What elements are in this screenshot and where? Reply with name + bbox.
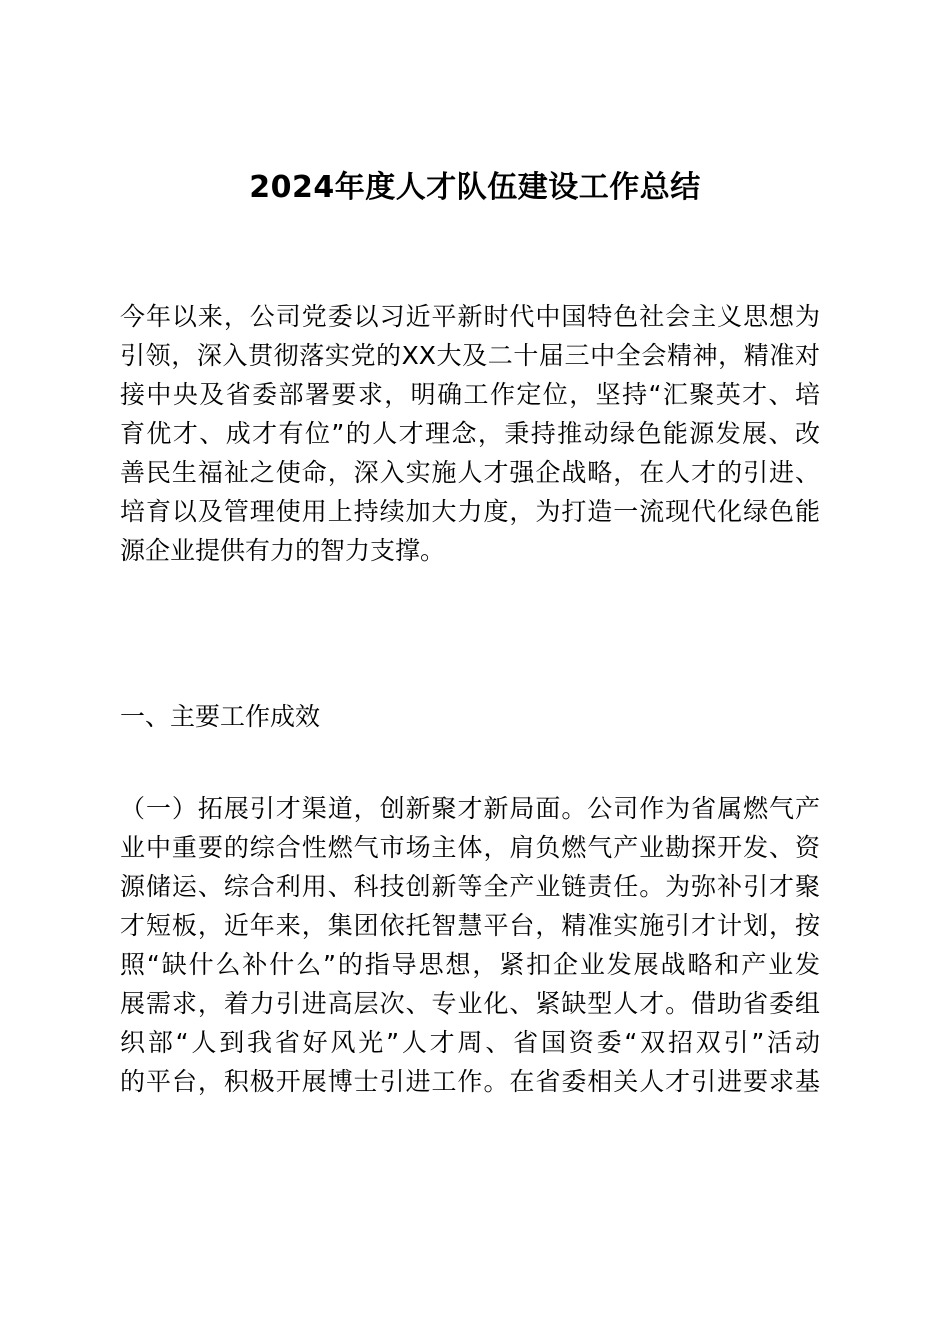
section-heading: 一、主要工作成效 — [120, 702, 321, 731]
paragraph-line: 接中央及省委部署要求，明确工作定位，坚持“汇聚英才、培 — [120, 380, 820, 409]
paragraph-line: 展需求，着力引进高层次、专业化、紧缺型人才。借助省委组 — [120, 989, 820, 1018]
paragraph-line: 善民生福祉之使命，深入实施人才强企战略，在人才的引进、 — [120, 458, 820, 487]
paragraph-line: 才短板，近年来，集团依托智慧平台，精准实施引才计划，按 — [120, 911, 820, 940]
paragraph-line: 培育以及管理使用上持续加大力度，为打造一流现代化绿色能 — [120, 497, 820, 526]
paragraph-line: （一）拓展引才渠道，创新聚才新局面。公司作为省属燃气产 — [120, 794, 820, 823]
paragraph-line: 业中重要的综合性燃气市场主体，肩负燃气产业勘探开发、资 — [120, 833, 820, 862]
paragraph-line: 今年以来，公司党委以习近平新时代中国特色社会主义思想为 — [120, 302, 820, 331]
paragraph-line: 源企业提供有力的智力支撑。 — [120, 536, 446, 565]
section1-paragraph — [120, 789, 820, 1101]
intro-paragraph — [120, 297, 820, 570]
paragraph-line: 织部“人到我省好风光”人才周、省国资委“双招双引”活动 — [120, 1028, 820, 1057]
paragraph-line: 的平台，积极开展博士引进工作。在省委相关人才引进要求基 — [120, 1067, 820, 1096]
paragraph-line: 育优才、成才有位”的人才理念，秉持推动绿色能源发展、改 — [120, 419, 820, 448]
paragraph-line: 源储运、综合利用、科技创新等全产业链责任。为弥补引才聚 — [120, 872, 820, 901]
document-title: 2024年度人才队伍建设工作总结 — [249, 170, 701, 205]
paragraph-line: 引领，深入贯彻落实党的XX大及二十届三中全会精神，精准对 — [120, 341, 820, 370]
paragraph-line: 照“缺什么补什么”的指导思想，紧扣企业发展战略和产业发 — [120, 950, 820, 979]
